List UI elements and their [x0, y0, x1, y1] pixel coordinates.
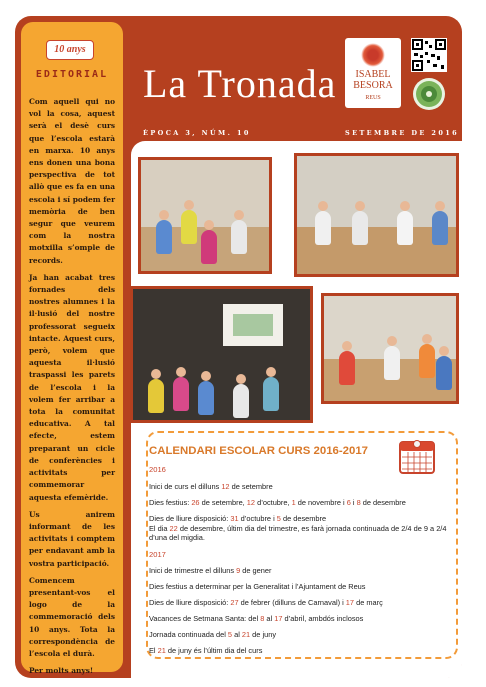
calendar-text: Dies de lliure disposició:: [149, 598, 231, 607]
calendar-date-highlight: 5: [227, 630, 233, 639]
editorial-paragraph: Ja han acabat tres fornades dels nostres alumnes i la il·lusió del nostre professorat segueix intacte. Aquest curs, però, volem que aquesta il·lusió traspassi les parets de l’escola i la volem fer arribar a tota la comunitat educativa. A tal efecte, estem preparant un cicle de conferències i activitats per commemorar aquesta efemèride.: [29, 272, 115, 502]
calendar-date-highlight: 27: [230, 598, 239, 607]
calendar-date-highlight: 17: [274, 614, 283, 623]
calendar-text: Jornada continuada del: [149, 630, 228, 639]
calendar-text: de setembre,: [199, 498, 247, 507]
calendar-line: [149, 614, 449, 623]
calendar-text: de desembre, últim dia del trimestre, es farà jornada continuada de 2/4 de 9 a 2/4 d’una del migdia.: [149, 524, 447, 543]
flower-icon: [361, 43, 385, 67]
calendar-date-highlight: 22: [169, 524, 178, 533]
calendar-year-2016: 2016: [149, 465, 166, 474]
classroom-photo: [321, 293, 459, 404]
issue-date: SETEMBRE DE 2016: [345, 129, 460, 137]
calendar-text: de març: [354, 598, 383, 607]
calendar-line: [149, 598, 449, 607]
calendar-date-highlight: 9: [236, 566, 241, 575]
calendar-date-highlight: 8: [260, 614, 265, 623]
calendar-text: de desembre: [280, 514, 327, 523]
issue-number: ÈPOCA 3, NÚM. 10: [143, 129, 251, 137]
calendar-date-highlight: 26: [191, 498, 200, 507]
globe-logo-icon: [413, 78, 445, 110]
calendar-text: Vacances de Setmana Santa: del: [149, 614, 261, 623]
editorial-paragraph: Per molts anys!: [29, 666, 94, 676]
calendar-text: de setembre: [229, 482, 273, 491]
calendar-text: de juny és l’últim dia del curs: [165, 646, 263, 655]
calendar-date-highlight: 6: [346, 498, 351, 507]
school-logo: ISABEL BESORA REUS: [345, 38, 401, 108]
calendar-date-highlight: 21: [157, 646, 166, 655]
calendar-text: Dies festius a determinar per la Generalitat i l’Ajuntament de Reus: [149, 582, 366, 591]
editorial-paragraph: Us anirem informant de les activitats i comptem per endavant amb la vostra participació.: [29, 509, 115, 568]
calendar-line: [149, 630, 449, 639]
calendar-date-highlight: 8: [356, 498, 361, 507]
calendar-date-highlight: 21: [241, 630, 251, 639]
calendar-date-highlight: 1: [291, 498, 296, 507]
calendar-text: d’octubre i: [238, 514, 277, 523]
editorial-text: [29, 96, 115, 682]
calendar-line: [149, 498, 449, 507]
calendar-text: d’abril, ambdós inclosos: [282, 614, 364, 623]
qr-code-icon: [411, 38, 447, 72]
editorial-paragraph: Comencem presentant-vos el logo de la commemoració dels 10 anys. Tota la correspondència de l’escola el durà.: [29, 575, 115, 658]
calendar-year-2017: 2017: [149, 550, 166, 559]
calendar-text: de novembre i: [295, 498, 347, 507]
calendar-text: al: [232, 630, 242, 639]
calendar-text: Dies festius:: [149, 498, 192, 507]
calendar-text: al: [264, 614, 275, 623]
editorial-title: EDITORIAL: [35, 69, 109, 80]
calendar-text: d’octubre,: [255, 498, 292, 507]
editorial-paragraph: Com aquell qui no vol la cosa, aquest serà el desè curs que l’escola estarà en marxa. 10 anys ens donen una bona perspectiva de tot allò que es fa en una escola i sí podem fer memòria de ben segur que veurem com la nostra motxilla s’omple de records.: [29, 97, 115, 265]
calendar-text: de febrer (dilluns de Carnaval) i: [238, 598, 346, 607]
classroom-photo: [294, 153, 459, 277]
calendar-date-highlight: 12: [246, 498, 256, 507]
calendar-text: de juny: [250, 630, 277, 639]
calendar-text: El dia: [149, 524, 170, 533]
calendar-date-highlight: 5: [276, 514, 281, 523]
calendar-title: CALENDARI ESCOLAR CURS 2016-2017: [149, 445, 369, 457]
anniversary-logo: 10 anys: [46, 40, 94, 60]
calendar-date-highlight: 12: [221, 482, 230, 491]
classroom-photo: [130, 286, 313, 423]
calendar-text: Inici de trimestre el dilluns: [149, 566, 237, 575]
calendar-text: Inici de curs el dilluns: [149, 482, 222, 491]
calendar-text: i: [350, 498, 357, 507]
calendar-text: Dies de lliure disposició:: [149, 514, 231, 523]
calendar-text: El: [149, 646, 158, 655]
calendar-date-highlight: 17: [345, 598, 355, 607]
calendar-text: de gener: [240, 566, 272, 575]
calendar-line: [149, 514, 449, 523]
calendar-icon: [398, 437, 436, 475]
calendar-line: [149, 646, 449, 655]
calendar-text: de desembre: [360, 498, 406, 507]
newsletter-title: La Tronada: [143, 61, 337, 106]
calendar-line: [149, 582, 449, 591]
calendar-line: [149, 524, 449, 543]
calendar-line: [149, 482, 449, 491]
calendar-date-highlight: 31: [230, 514, 239, 523]
classroom-photo: [138, 157, 272, 274]
calendar-line: [149, 566, 449, 575]
